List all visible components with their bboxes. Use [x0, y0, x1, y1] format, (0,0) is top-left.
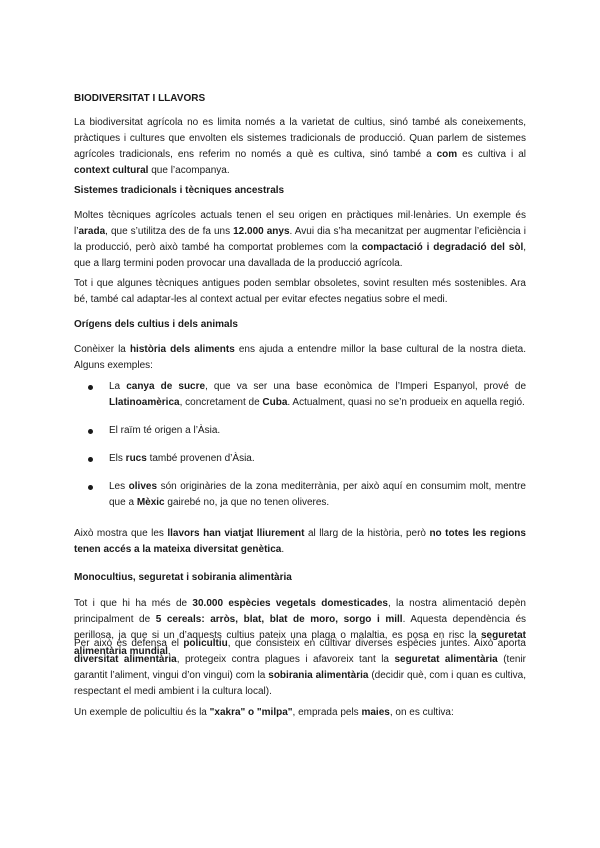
text-run: ens ajuda a entendre millor la base cultural de la nostra dieta. Alguns exemples:	[74, 344, 526, 371]
bullet-icon	[88, 457, 93, 462]
bold-text-run: seguretat alimentària mundial	[74, 630, 526, 657]
text-run: (tenir garantit l’aliment, vingui d’on vingui) com la	[74, 654, 526, 681]
bold-text-run: història dels aliments	[129, 344, 235, 355]
text-run: .	[167, 646, 171, 657]
text-run: , que s’utilitza des de fa uns	[105, 226, 234, 237]
bold-text-run: context cultural	[74, 165, 149, 176]
text-run: La	[109, 381, 127, 392]
bold-text-run: olives	[128, 481, 158, 492]
bold-text-run: 5 cereals: arròs, blat, blat de moro, sorgo i mill	[155, 614, 403, 625]
bold-text-run: maies	[361, 707, 390, 718]
text-run: al llarg de la història, però	[304, 528, 430, 539]
list-item	[74, 479, 526, 511]
text-run: , protegeix contra plagues i afavoreix tant la	[176, 654, 395, 665]
paragraph-tecniques-antigues	[74, 276, 526, 308]
bold-text-run: Mèxic	[136, 497, 165, 508]
text-run: , que consisteix en cultivar diverses espècies juntes. Això aporta	[227, 638, 526, 649]
bold-text-run: diversitat alimentària	[74, 654, 177, 665]
paragraph-policultiu	[74, 636, 526, 700]
text-run: Tot i que hi ha més de	[74, 598, 193, 609]
text-run: Els	[109, 453, 126, 464]
bold-text-run: policultiu	[183, 638, 228, 649]
section-heading-origens: Orígens dels cultius i dels animals	[74, 319, 238, 330]
list-item	[74, 451, 526, 467]
text-run: Tot i que algunes tècniques antigues poden semblar obsoletes, sovint resulten més sostenibles. Ara bé, també cal adaptar-les al context actual per evitar efectes negatius sobre el medi.	[74, 278, 526, 305]
bold-text-run: compactació i degradació del sòl	[361, 242, 524, 253]
section-heading-sistemes: Sistemes tradicionals i tècniques ancestrals	[74, 185, 285, 196]
text-run: . Aquesta dependència és perillosa, ja que si un d’aquests cultius pateix una plaga o malaltia, es posa en risc la	[74, 614, 527, 641]
section-heading-monocultius: Monocultius, seguretat i sobirania alimentària	[74, 572, 292, 583]
bold-text-run: 12.000 anys	[233, 226, 290, 237]
text-run: , on es cultiva:	[389, 707, 454, 718]
bold-text-run: no totes les regions tenen accés a la mateixa diversitat genètica	[74, 528, 526, 555]
text-run: Les	[109, 481, 129, 492]
text-run: Això mostra que les	[74, 528, 168, 539]
paragraph-llavors	[74, 526, 526, 558]
text-run: , emprada pels	[292, 707, 362, 718]
bold-text-run: Llatinoamèrica	[109, 397, 180, 408]
list-item	[74, 379, 526, 411]
bold-text-run: sobirania alimentària	[268, 670, 369, 681]
text-run: Conèixer la	[74, 344, 130, 355]
bold-text-run: Cuba	[262, 397, 288, 408]
text-run: , la nostra alimentació depèn principalment de	[74, 598, 526, 625]
text-run: , concretament de	[179, 397, 263, 408]
text-run: . Actualment, quasi no se’n produeix en aquella regió.	[287, 397, 525, 408]
text-run: Moltes tècniques agrícoles actuals tenen el seu origen en pràctiques mil·lenàries. Un exemple és l’	[74, 210, 526, 237]
text-run: , que va ser una base econòmica de l’Imperi Espanyol, prové de	[205, 381, 527, 392]
text-run: El raïm té origen a l’Àsia.	[109, 425, 221, 436]
text-run: Un exemple de policultiu és la	[74, 707, 210, 718]
bold-text-run: "xakra" o "milpa"	[209, 707, 293, 718]
bold-text-run: 30.000 espècies vegetals domesticades	[192, 598, 388, 609]
text-run: Per això es defensa el	[74, 638, 184, 649]
text-run: gairebé no, ja que no tenen oliveres.	[164, 497, 330, 508]
text-run: , que a llarg termini poden provocar una davallada de la producció agrícola.	[74, 242, 526, 269]
text-run: (decidir què, com i quan es cultiva, respectant el medi ambient i la cultura local).	[74, 670, 527, 697]
bold-text-run: seguretat alimentària	[394, 654, 498, 665]
text-run: que l’acompanya.	[148, 165, 230, 176]
paragraph-historia-aliments	[74, 342, 526, 374]
bold-text-run: com	[436, 149, 458, 160]
bullet-icon	[88, 385, 93, 390]
paragraph-milpa	[74, 705, 526, 721]
text-run: La biodiversitat agrícola no es limita només a la varietat de cultius, sinó també als coneixements, pràctiques i cultures que envolten els sistemes tradicionals de producció. Quan parlem de sistemes agrícoles tradicionals, ens referim no només a què es cultiva, sinó també a	[74, 117, 526, 160]
text-run: es cultiva i al	[457, 149, 526, 160]
bold-text-run: llavors han viatjat lliurement	[167, 528, 305, 539]
bold-text-run: rucs	[125, 453, 147, 464]
bold-text-run: arada	[78, 226, 106, 237]
bold-text-run: canya de sucre	[126, 381, 206, 392]
bullet-icon	[88, 429, 93, 434]
text-run: són originàries de la zona mediterrània, per això aquí en consumim molt, mentre que a	[109, 481, 526, 508]
paragraph-arada	[74, 208, 526, 272]
examples-list	[74, 379, 526, 511]
text-run: .	[281, 544, 285, 555]
text-run: també provenen d’Àsia.	[146, 453, 255, 464]
list-item	[74, 423, 526, 439]
bullet-icon	[88, 485, 93, 490]
text-run: . Avui dia s’ha mecanitzat per augmentar l’eficiència i la producció, però això també ha comportat problemes com la	[74, 226, 526, 253]
document-title: BIODIVERSITAT I LLAVORS	[74, 93, 206, 104]
intro-paragraph	[74, 115, 526, 179]
